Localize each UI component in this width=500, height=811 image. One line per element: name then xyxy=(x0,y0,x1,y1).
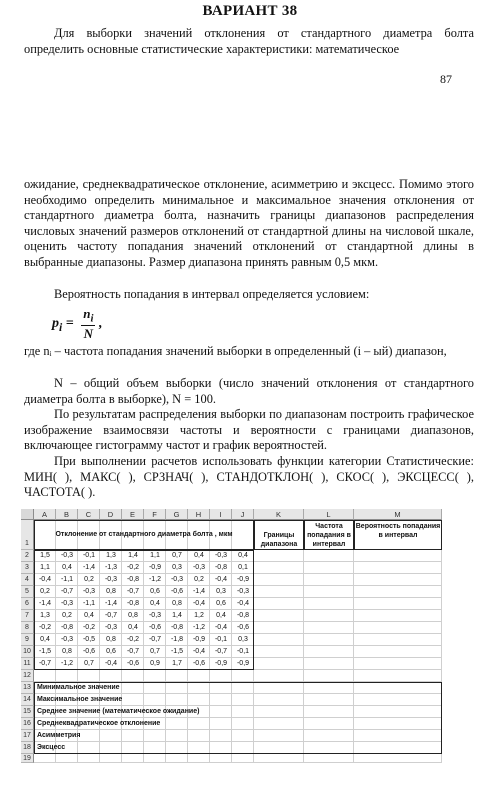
data-cell[interactable]: 1,3 xyxy=(106,552,116,559)
column-header-d[interactable]: D xyxy=(100,509,122,520)
data-cell[interactable]: -0,8 xyxy=(236,612,250,619)
k-header-label-box xyxy=(254,520,304,550)
data-cell[interactable]: 0,8 xyxy=(62,648,72,655)
grid-cell[interactable] xyxy=(122,670,144,682)
data-cell[interactable]: -0,8 xyxy=(214,564,228,571)
grid-cell[interactable] xyxy=(304,610,354,622)
row-header[interactable]: 7 xyxy=(21,610,34,622)
row-header[interactable]: 18 xyxy=(21,742,34,754)
row-header[interactable]: 17 xyxy=(21,730,34,742)
grid-cell[interactable] xyxy=(34,754,56,763)
task-paragraph-1: Для выборки значений отклонения от стандартного диаметра болта определить основные статистические характеристики: математическое xyxy=(24,26,474,56)
data-cell[interactable]: -0,9 xyxy=(148,564,162,571)
data-cell[interactable]: 1,3 xyxy=(40,612,50,619)
grid-cell[interactable] xyxy=(254,670,304,682)
data-cell[interactable]: -1,5 xyxy=(38,648,52,655)
grid-cell[interactable] xyxy=(354,658,442,670)
page-number: 87 xyxy=(440,72,452,86)
grid-cell[interactable] xyxy=(254,622,304,634)
data-cell[interactable]: 0,4 xyxy=(40,636,50,643)
data-cell[interactable]: 1,1 xyxy=(150,552,160,559)
grid-cell[interactable] xyxy=(304,562,354,574)
column-header-e[interactable]: E xyxy=(122,509,144,520)
formula-fraction xyxy=(81,306,95,342)
grid-cell[interactable] xyxy=(78,670,100,682)
formula-eq: = xyxy=(65,316,74,332)
data-cell[interactable]: -0,8 xyxy=(126,600,140,607)
grid-cell[interactable] xyxy=(232,754,254,763)
grid-cell[interactable] xyxy=(354,574,442,586)
definition-n-i: где nᵢ – частота попадания значений выборки в определенный (i – ый) диапазон, xyxy=(24,344,447,358)
data-cell[interactable]: 0,4 xyxy=(194,552,204,559)
grid-cell[interactable] xyxy=(304,658,354,670)
data-cell[interactable]: -0,3 xyxy=(104,624,118,631)
data-cell[interactable]: -0,8 xyxy=(126,576,140,583)
grid-cell[interactable] xyxy=(304,670,354,682)
data-cell[interactable]: -0,4 xyxy=(236,600,250,607)
grid-cell[interactable] xyxy=(188,670,210,682)
data-cell[interactable]: 0,6 xyxy=(216,600,226,607)
data-cell[interactable]: -0,8 xyxy=(60,624,74,631)
data-cell[interactable]: -1,5 xyxy=(170,648,184,655)
data-cell[interactable]: -0,7 xyxy=(104,612,118,619)
data-cell[interactable]: 0,6 xyxy=(150,588,160,595)
grid-cell[interactable] xyxy=(34,670,56,682)
column-header-b[interactable]: B xyxy=(56,509,78,520)
stats-label: Максимальное значение xyxy=(37,696,123,703)
data-cell[interactable]: 0,4 xyxy=(128,624,138,631)
l-header-label: Частота попадания в интервал xyxy=(307,523,351,548)
spreadsheet-corner[interactable] xyxy=(21,509,34,520)
grid-cell[interactable] xyxy=(100,754,122,763)
data-cell[interactable]: 0,3 xyxy=(238,636,248,643)
data-cell[interactable]: 0,4 xyxy=(238,552,248,559)
data-cell[interactable]: -1,4 xyxy=(82,564,96,571)
k-header-label: Границы диапазона xyxy=(260,532,298,548)
task-plot-paragraph: По результатам распределения выборки по диапазонам построить графическое изображение взаимосвязи частоты и вероятности с границами диапазонов, включающее гистограмму частот и график вероятностей. xyxy=(24,407,474,453)
data-cell[interactable]: -1,4 xyxy=(38,600,52,607)
data-cell[interactable]: 0,4 xyxy=(84,612,94,619)
data-cell[interactable]: 1,7 xyxy=(172,660,182,667)
column-header-c[interactable]: C xyxy=(78,509,100,520)
grid-cell[interactable] xyxy=(254,646,304,658)
grid-cell[interactable] xyxy=(144,670,166,682)
task-paragraph-2: ожидание, среднеквадратическое отклонение, асимметрию и эксцесс. Помимо этого необходимо определить минимальное и максимальное значения отклонения от стандартного диаметра болта, назначить границы диапазонов распределения числовых значений размеров отклонений от стандартной длины на числовой шкале, оценить частоту попадания значений отклонений от стандартной длины в выбранные диапазоны. Размер диапазона принять равным 0,5 мкм. xyxy=(24,177,474,269)
data-cell[interactable]: -0,4 xyxy=(192,648,206,655)
data-cell[interactable]: -0,9 xyxy=(236,576,250,583)
row-header[interactable]: 16 xyxy=(21,718,34,730)
grid-cell[interactable] xyxy=(354,598,442,610)
grid-cell[interactable] xyxy=(254,610,304,622)
data-cell[interactable]: -0,9 xyxy=(214,660,228,667)
data-cell[interactable]: -0,3 xyxy=(82,588,96,595)
data-cell[interactable]: 1,5 xyxy=(40,552,50,559)
row-header[interactable]: 1 xyxy=(21,520,34,550)
grid-cell[interactable] xyxy=(254,586,304,598)
data-cell[interactable]: -0,6 xyxy=(192,660,206,667)
grid-cell[interactable] xyxy=(354,586,442,598)
grid-cell[interactable] xyxy=(254,562,304,574)
data-cell[interactable]: -0,3 xyxy=(214,552,228,559)
column-header-f[interactable]: F xyxy=(144,509,166,520)
formula-denominator: N xyxy=(83,325,94,341)
data-cell[interactable]: -0,2 xyxy=(82,624,96,631)
data-cell[interactable]: 0,1 xyxy=(238,564,248,571)
column-header-h[interactable]: H xyxy=(188,509,210,520)
data-cell[interactable]: -0,6 xyxy=(170,588,184,595)
formula-lhs-sub: i xyxy=(59,320,63,334)
data-cell[interactable]: 0,4 xyxy=(62,564,72,571)
grid-cell[interactable] xyxy=(354,754,442,763)
m-header-label: Вероятность попадания в интервал xyxy=(355,523,441,539)
grid-cell[interactable] xyxy=(166,754,188,763)
grid-cell[interactable] xyxy=(100,670,122,682)
data-cell[interactable]: 0,8 xyxy=(106,636,116,643)
data-cell[interactable]: -0,4 xyxy=(38,576,52,583)
data-cell[interactable]: 1,2 xyxy=(194,612,204,619)
formula-lhs: p xyxy=(52,316,59,332)
column-header-j[interactable]: J xyxy=(232,509,254,520)
grid-cell[interactable] xyxy=(166,670,188,682)
stats-block-border xyxy=(34,682,442,754)
data-cell[interactable]: -0,3 xyxy=(60,600,74,607)
row-header[interactable]: 5 xyxy=(21,586,34,598)
data-cell[interactable]: -1,4 xyxy=(104,600,118,607)
grid-cell[interactable] xyxy=(354,622,442,634)
grid-cell[interactable] xyxy=(304,634,354,646)
grid-cell[interactable] xyxy=(354,670,442,682)
row-header[interactable]: 8 xyxy=(21,622,34,634)
data-cell[interactable]: 0,7 xyxy=(150,648,160,655)
data-cell[interactable]: -0,4 xyxy=(214,576,228,583)
data-cell[interactable]: 0,2 xyxy=(84,576,94,583)
data-cell[interactable]: -0,7 xyxy=(38,660,52,667)
data-cell[interactable]: -1,4 xyxy=(192,588,206,595)
row-header[interactable]: 19 xyxy=(21,754,34,763)
data-cell[interactable]: -0,3 xyxy=(236,588,250,595)
data-cell[interactable]: -0,2 xyxy=(126,636,140,643)
row-header[interactable]: 2 xyxy=(21,550,34,562)
stats-label: Среднее значение (математическое ожидание) xyxy=(37,708,200,715)
grid-cell[interactable] xyxy=(56,754,78,763)
data-cell[interactable]: -1,2 xyxy=(192,624,206,631)
data-cell[interactable]: -0,7 xyxy=(148,636,162,643)
data-cell[interactable]: -0,7 xyxy=(214,648,228,655)
data-cell[interactable]: 0,3 xyxy=(216,588,226,595)
m-header-label-box xyxy=(354,520,442,550)
row-header[interactable]: 10 xyxy=(21,646,34,658)
data-cell[interactable]: -0,1 xyxy=(236,648,250,655)
grid-cell[interactable] xyxy=(254,634,304,646)
grid-cell[interactable] xyxy=(210,754,232,763)
data-cell[interactable]: -0,7 xyxy=(126,588,140,595)
row-header[interactable]: 3 xyxy=(21,562,34,574)
formula-numerator: $n_i$ xyxy=(83,306,94,325)
grid-cell[interactable] xyxy=(144,754,166,763)
grid-cell[interactable] xyxy=(304,586,354,598)
data-cell[interactable]: 0,7 xyxy=(84,660,94,667)
data-cell[interactable]: -0,3 xyxy=(170,576,184,583)
data-cell[interactable]: -0,6 xyxy=(236,624,250,631)
row-header[interactable]: 6 xyxy=(21,598,34,610)
grid-cell[interactable] xyxy=(304,622,354,634)
data-cell[interactable]: 0,8 xyxy=(172,600,182,607)
data-cell[interactable]: 1,1 xyxy=(40,564,50,571)
grid-cell[interactable] xyxy=(254,658,304,670)
data-cell[interactable]: -0,7 xyxy=(126,648,140,655)
column-header-i[interactable]: I xyxy=(210,509,232,520)
column-header-l[interactable]: L xyxy=(304,509,354,520)
data-cell[interactable]: -0,1 xyxy=(214,636,228,643)
data-cell[interactable]: -0,2 xyxy=(126,564,140,571)
data-cell[interactable]: -0,9 xyxy=(236,660,250,667)
grid-cell[interactable] xyxy=(354,550,442,562)
data-header-box xyxy=(34,520,254,550)
column-header-a[interactable]: A xyxy=(34,509,56,520)
data-cell[interactable]: -0,2 xyxy=(38,624,52,631)
data-cell[interactable]: -0,7 xyxy=(60,588,74,595)
probability-formula xyxy=(52,306,102,342)
data-cell[interactable]: -0,1 xyxy=(82,552,96,559)
data-cell[interactable]: -1,1 xyxy=(82,600,96,607)
variant-title: ВАРИАНТ 38 xyxy=(202,3,298,19)
data-cell[interactable]: -0,4 xyxy=(104,660,118,667)
data-cell[interactable]: -0,4 xyxy=(214,624,228,631)
data-cell[interactable]: 0,6 xyxy=(106,648,116,655)
data-cell[interactable]: 0,8 xyxy=(128,612,138,619)
grid-cell[interactable] xyxy=(122,754,144,763)
column-header-g[interactable]: G xyxy=(166,509,188,520)
formula-tail: , xyxy=(98,316,103,332)
grid-cell[interactable] xyxy=(188,754,210,763)
data-cell[interactable]: -1,2 xyxy=(60,660,74,667)
stats-label: Среднеквадратическое отклонение xyxy=(37,720,161,727)
data-cell[interactable]: -1,2 xyxy=(148,576,162,583)
data-cell[interactable]: -1,1 xyxy=(60,576,74,583)
data-cell[interactable]: -0,3 xyxy=(104,576,118,583)
stats-label: Асимметрия xyxy=(37,732,81,739)
row-header[interactable]: 14 xyxy=(21,694,34,706)
data-cell[interactable]: -0,3 xyxy=(60,636,74,643)
data-cell[interactable]: -0,8 xyxy=(170,624,184,631)
row-header[interactable]: 15 xyxy=(21,706,34,718)
data-cell[interactable]: 0,2 xyxy=(62,612,72,619)
grid-cell[interactable] xyxy=(304,550,354,562)
data-cell[interactable]: 1,4 xyxy=(128,552,138,559)
data-header-label: Отклонение от стандартного диаметра болта , мкм xyxy=(55,531,233,538)
l-header-label-box xyxy=(304,520,354,550)
data-cell[interactable]: 0,9 xyxy=(150,660,160,667)
task-functions-paragraph: При выполнении расчетов использовать функции категории Статистические: МИН( ), МАКС( ), СРЗНАЧ( ), СТАНДОТКЛОН( ), СКОС( ), ЭКСЦЕСС( ), ЧАСТОТА( ). xyxy=(24,454,474,500)
data-cell[interactable]: 1,4 xyxy=(172,612,182,619)
stats-label: Эксцесс xyxy=(37,744,66,751)
data-cell[interactable]: 0,4 xyxy=(150,600,160,607)
grid-cell[interactable] xyxy=(354,634,442,646)
data-cell[interactable]: -0,3 xyxy=(192,564,206,571)
grid-cell[interactable] xyxy=(78,754,100,763)
grid-cell[interactable] xyxy=(354,562,442,574)
data-cell[interactable]: -0,3 xyxy=(60,552,74,559)
data-cell[interactable]: -1,3 xyxy=(104,564,118,571)
row-header[interactable]: 11 xyxy=(21,658,34,670)
stats-label: Минимальное значение xyxy=(37,684,120,691)
data-cell[interactable]: 0,4 xyxy=(216,612,226,619)
data-cell[interactable]: 0,8 xyxy=(106,588,116,595)
definition-N: N – общий объем выборки (число значений отклонения от стандартного диаметра болта в выборке), N = 100. xyxy=(24,376,474,406)
data-cell[interactable]: -0,9 xyxy=(192,636,206,643)
grid-cell[interactable] xyxy=(254,574,304,586)
data-cell[interactable]: -0,4 xyxy=(192,600,206,607)
data-cell[interactable]: -0,6 xyxy=(126,660,140,667)
grid-cell[interactable] xyxy=(254,754,304,763)
grid-cell[interactable] xyxy=(304,646,354,658)
row-header[interactable]: 9 xyxy=(21,634,34,646)
data-cell[interactable]: 0,7 xyxy=(172,552,182,559)
data-cell[interactable]: 0,2 xyxy=(40,588,50,595)
data-cell[interactable]: -0,5 xyxy=(82,636,96,643)
data-cell[interactable]: -0,6 xyxy=(148,624,162,631)
data-cell[interactable]: -0,3 xyxy=(148,612,162,619)
grid-cell[interactable] xyxy=(254,550,304,562)
grid-cell[interactable] xyxy=(354,646,442,658)
row-header[interactable]: 13 xyxy=(21,682,34,694)
grid-cell[interactable] xyxy=(304,574,354,586)
column-header-m[interactable]: M xyxy=(354,509,442,520)
data-cell[interactable]: 0,3 xyxy=(172,564,182,571)
row-header[interactable]: 4 xyxy=(21,574,34,586)
grid-cell[interactable] xyxy=(232,670,254,682)
probability-intro: Вероятность попадания в интервал определяется условием: xyxy=(54,287,370,301)
column-header-k[interactable]: K xyxy=(254,509,304,520)
row-header[interactable]: 12 xyxy=(21,670,34,682)
data-cell[interactable]: 0,2 xyxy=(194,576,204,583)
grid-cell[interactable] xyxy=(304,598,354,610)
grid-cell[interactable] xyxy=(254,598,304,610)
data-block-border xyxy=(34,550,254,670)
spreadsheet xyxy=(21,509,479,811)
grid-cell[interactable] xyxy=(354,610,442,622)
data-cell[interactable]: -0,6 xyxy=(82,648,96,655)
grid-cell[interactable] xyxy=(210,670,232,682)
grid-cell[interactable] xyxy=(56,670,78,682)
data-cell[interactable]: -1,8 xyxy=(170,636,184,643)
grid-cell[interactable] xyxy=(304,754,354,763)
